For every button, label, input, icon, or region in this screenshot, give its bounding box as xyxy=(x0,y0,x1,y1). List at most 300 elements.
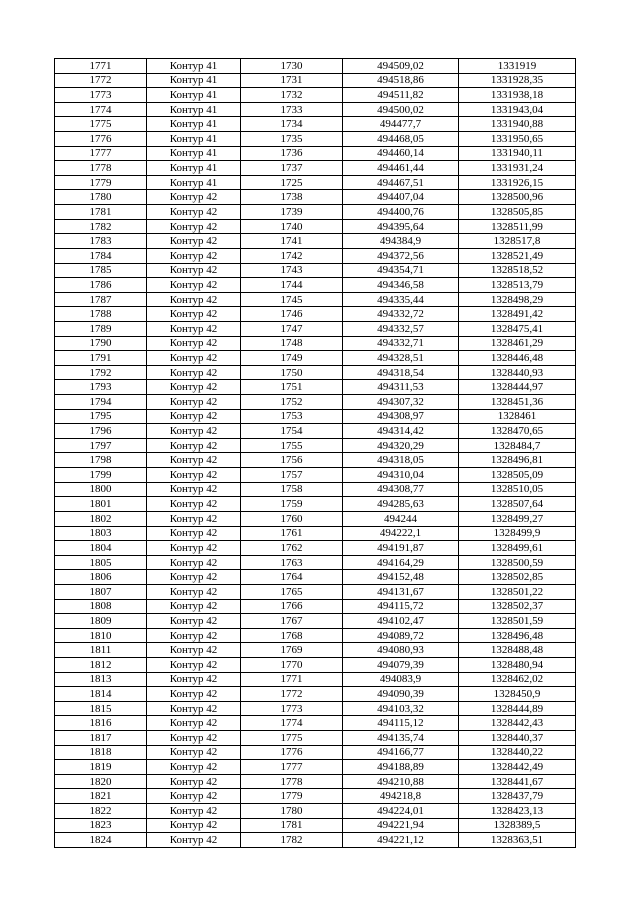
y-coordinate-cell: 1328440,93 xyxy=(459,365,576,380)
table-row xyxy=(55,424,576,439)
row-number-cell: 1794 xyxy=(55,395,147,410)
contour-name-cell: Контур 42 xyxy=(147,234,241,249)
point-number-cell: 1763 xyxy=(241,555,343,570)
point-number-cell: 1739 xyxy=(241,205,343,220)
table-row xyxy=(55,628,576,643)
x-coordinate-cell: 494395,64 xyxy=(343,219,459,234)
row-number-cell: 1781 xyxy=(55,205,147,220)
x-coordinate-cell: 494320,29 xyxy=(343,438,459,453)
coordinates-table xyxy=(54,58,576,848)
point-number-cell: 1749 xyxy=(241,351,343,366)
contour-name-cell: Контур 42 xyxy=(147,395,241,410)
point-number-cell: 1768 xyxy=(241,628,343,643)
row-number-cell: 1773 xyxy=(55,88,147,103)
y-coordinate-cell: 1328423,13 xyxy=(459,804,576,819)
row-number-cell: 1819 xyxy=(55,760,147,775)
x-coordinate-cell: 494152,48 xyxy=(343,570,459,585)
table-row xyxy=(55,672,576,687)
table-row xyxy=(55,263,576,278)
contour-name-cell: Контур 42 xyxy=(147,628,241,643)
table-row xyxy=(55,570,576,585)
y-coordinate-cell: 1328501,59 xyxy=(459,614,576,629)
row-number-cell: 1812 xyxy=(55,657,147,672)
point-number-cell: 1769 xyxy=(241,643,343,658)
table-row xyxy=(55,117,576,132)
row-number-cell: 1808 xyxy=(55,599,147,614)
y-coordinate-cell: 1328499,27 xyxy=(459,511,576,526)
row-number-cell: 1776 xyxy=(55,132,147,147)
table-row xyxy=(55,321,576,336)
row-number-cell: 1815 xyxy=(55,701,147,716)
y-coordinate-cell: 1328462,02 xyxy=(459,672,576,687)
point-number-cell: 1740 xyxy=(241,219,343,234)
table-row xyxy=(55,745,576,760)
table-row xyxy=(55,453,576,468)
table-row xyxy=(55,497,576,512)
x-coordinate-cell: 494079,39 xyxy=(343,657,459,672)
table-row xyxy=(55,278,576,293)
contour-name-cell: Контур 42 xyxy=(147,570,241,585)
point-number-cell: 1748 xyxy=(241,336,343,351)
point-number-cell: 1750 xyxy=(241,365,343,380)
point-number-cell: 1741 xyxy=(241,234,343,249)
table-row xyxy=(55,584,576,599)
point-number-cell: 1762 xyxy=(241,541,343,556)
y-coordinate-cell: 1328475,41 xyxy=(459,321,576,336)
point-number-cell: 1753 xyxy=(241,409,343,424)
table-row xyxy=(55,482,576,497)
contour-name-cell: Контур 42 xyxy=(147,643,241,658)
x-coordinate-cell: 494089,72 xyxy=(343,628,459,643)
y-coordinate-cell: 1328450,9 xyxy=(459,687,576,702)
y-coordinate-cell: 1328444,97 xyxy=(459,380,576,395)
contour-name-cell: Контур 42 xyxy=(147,657,241,672)
y-coordinate-cell: 1328513,79 xyxy=(459,278,576,293)
y-coordinate-cell: 1328470,65 xyxy=(459,424,576,439)
table-row xyxy=(55,219,576,234)
row-number-cell: 1784 xyxy=(55,248,147,263)
row-number-cell: 1786 xyxy=(55,278,147,293)
row-number-cell: 1813 xyxy=(55,672,147,687)
y-coordinate-cell: 1328480,94 xyxy=(459,657,576,672)
y-coordinate-cell: 1331950,65 xyxy=(459,132,576,147)
x-coordinate-cell: 494221,12 xyxy=(343,833,459,848)
contour-name-cell: Контур 42 xyxy=(147,380,241,395)
row-number-cell: 1793 xyxy=(55,380,147,395)
contour-name-cell: Контур 42 xyxy=(147,716,241,731)
row-number-cell: 1799 xyxy=(55,468,147,483)
point-number-cell: 1734 xyxy=(241,117,343,132)
x-coordinate-cell: 494115,12 xyxy=(343,716,459,731)
point-number-cell: 1760 xyxy=(241,511,343,526)
y-coordinate-cell: 1328389,5 xyxy=(459,818,576,833)
x-coordinate-cell: 494222,1 xyxy=(343,526,459,541)
row-number-cell: 1782 xyxy=(55,219,147,234)
point-number-cell: 1746 xyxy=(241,307,343,322)
contour-name-cell: Контур 41 xyxy=(147,175,241,190)
contour-name-cell: Контур 41 xyxy=(147,102,241,117)
point-number-cell: 1778 xyxy=(241,774,343,789)
y-coordinate-cell: 1328505,85 xyxy=(459,205,576,220)
contour-name-cell: Контур 42 xyxy=(147,745,241,760)
row-number-cell: 1785 xyxy=(55,263,147,278)
x-coordinate-cell: 494191,87 xyxy=(343,541,459,556)
x-coordinate-cell: 494372,56 xyxy=(343,248,459,263)
x-coordinate-cell: 494335,44 xyxy=(343,292,459,307)
x-coordinate-cell: 494103,32 xyxy=(343,701,459,716)
contour-name-cell: Контур 42 xyxy=(147,818,241,833)
y-coordinate-cell: 1328442,43 xyxy=(459,716,576,731)
point-number-cell: 1738 xyxy=(241,190,343,205)
y-coordinate-cell: 1328363,51 xyxy=(459,833,576,848)
table-row xyxy=(55,88,576,103)
y-coordinate-cell: 1328491,42 xyxy=(459,307,576,322)
point-number-cell: 1735 xyxy=(241,132,343,147)
table-row xyxy=(55,190,576,205)
y-coordinate-cell: 1328505,09 xyxy=(459,468,576,483)
row-number-cell: 1790 xyxy=(55,336,147,351)
table-row xyxy=(55,205,576,220)
x-coordinate-cell: 494307,32 xyxy=(343,395,459,410)
point-number-cell: 1752 xyxy=(241,395,343,410)
table-row xyxy=(55,351,576,366)
row-number-cell: 1777 xyxy=(55,146,147,161)
table-row xyxy=(55,760,576,775)
point-number-cell: 1770 xyxy=(241,657,343,672)
x-coordinate-cell: 494511,82 xyxy=(343,88,459,103)
point-number-cell: 1733 xyxy=(241,102,343,117)
contour-name-cell: Контур 42 xyxy=(147,190,241,205)
row-number-cell: 1804 xyxy=(55,541,147,556)
x-coordinate-cell: 494308,77 xyxy=(343,482,459,497)
row-number-cell: 1817 xyxy=(55,731,147,746)
point-number-cell: 1771 xyxy=(241,672,343,687)
point-number-cell: 1782 xyxy=(241,833,343,848)
table-row xyxy=(55,657,576,672)
contour-name-cell: Контур 42 xyxy=(147,687,241,702)
row-number-cell: 1818 xyxy=(55,745,147,760)
y-coordinate-cell: 1328499,9 xyxy=(459,526,576,541)
y-coordinate-cell: 1328496,48 xyxy=(459,628,576,643)
x-coordinate-cell: 494224,01 xyxy=(343,804,459,819)
table-row xyxy=(55,643,576,658)
table-row xyxy=(55,541,576,556)
point-number-cell: 1774 xyxy=(241,716,343,731)
row-number-cell: 1775 xyxy=(55,117,147,132)
x-coordinate-cell: 494332,72 xyxy=(343,307,459,322)
y-coordinate-cell: 1328500,59 xyxy=(459,555,576,570)
x-coordinate-cell: 494332,71 xyxy=(343,336,459,351)
row-number-cell: 1806 xyxy=(55,570,147,585)
contour-name-cell: Контур 42 xyxy=(147,774,241,789)
row-number-cell: 1822 xyxy=(55,804,147,819)
contour-name-cell: Контур 42 xyxy=(147,614,241,629)
y-coordinate-cell: 1328442,49 xyxy=(459,760,576,775)
y-coordinate-cell: 1331940,11 xyxy=(459,146,576,161)
x-coordinate-cell: 494244 xyxy=(343,511,459,526)
y-coordinate-cell: 1328510,05 xyxy=(459,482,576,497)
contour-name-cell: Контур 42 xyxy=(147,672,241,687)
x-coordinate-cell: 494461,44 xyxy=(343,161,459,176)
row-number-cell: 1780 xyxy=(55,190,147,205)
x-coordinate-cell: 494477,7 xyxy=(343,117,459,132)
row-number-cell: 1823 xyxy=(55,818,147,833)
x-coordinate-cell: 494314,42 xyxy=(343,424,459,439)
point-number-cell: 1781 xyxy=(241,818,343,833)
point-number-cell: 1742 xyxy=(241,248,343,263)
table-row xyxy=(55,599,576,614)
row-number-cell: 1789 xyxy=(55,321,147,336)
table-row xyxy=(55,526,576,541)
table-row xyxy=(55,731,576,746)
table-row xyxy=(55,804,576,819)
y-coordinate-cell: 1328518,52 xyxy=(459,263,576,278)
x-coordinate-cell: 494083,9 xyxy=(343,672,459,687)
row-number-cell: 1787 xyxy=(55,292,147,307)
table-row xyxy=(55,146,576,161)
contour-name-cell: Контур 41 xyxy=(147,59,241,74)
contour-name-cell: Контур 41 xyxy=(147,161,241,176)
y-coordinate-cell: 1328484,7 xyxy=(459,438,576,453)
table-row xyxy=(55,175,576,190)
x-coordinate-cell: 494311,53 xyxy=(343,380,459,395)
contour-name-cell: Контур 42 xyxy=(147,248,241,263)
contour-name-cell: Контур 42 xyxy=(147,789,241,804)
contour-name-cell: Контур 42 xyxy=(147,438,241,453)
y-coordinate-cell: 1328511,99 xyxy=(459,219,576,234)
point-number-cell: 1766 xyxy=(241,599,343,614)
x-coordinate-cell: 494407,04 xyxy=(343,190,459,205)
point-number-cell: 1745 xyxy=(241,292,343,307)
table-row xyxy=(55,336,576,351)
row-number-cell: 1796 xyxy=(55,424,147,439)
x-coordinate-cell: 494354,71 xyxy=(343,263,459,278)
contour-name-cell: Контур 42 xyxy=(147,307,241,322)
y-coordinate-cell: 1328451,36 xyxy=(459,395,576,410)
contour-name-cell: Контур 42 xyxy=(147,731,241,746)
table-row xyxy=(55,59,576,74)
point-number-cell: 1747 xyxy=(241,321,343,336)
point-number-cell: 1758 xyxy=(241,482,343,497)
y-coordinate-cell: 1328507,64 xyxy=(459,497,576,512)
x-coordinate-cell: 494131,67 xyxy=(343,584,459,599)
x-coordinate-cell: 494318,05 xyxy=(343,453,459,468)
y-coordinate-cell: 1331943,04 xyxy=(459,102,576,117)
table-row xyxy=(55,614,576,629)
table-row xyxy=(55,818,576,833)
contour-name-cell: Контур 42 xyxy=(147,555,241,570)
contour-name-cell: Контур 42 xyxy=(147,701,241,716)
y-coordinate-cell: 1331926,15 xyxy=(459,175,576,190)
x-coordinate-cell: 494467,51 xyxy=(343,175,459,190)
x-coordinate-cell: 494328,51 xyxy=(343,351,459,366)
contour-name-cell: Контур 42 xyxy=(147,219,241,234)
table-row xyxy=(55,438,576,453)
contour-name-cell: Контур 41 xyxy=(147,88,241,103)
point-number-cell: 1775 xyxy=(241,731,343,746)
contour-name-cell: Контур 41 xyxy=(147,132,241,147)
table-row xyxy=(55,234,576,249)
y-coordinate-cell: 1328500,96 xyxy=(459,190,576,205)
point-number-cell: 1761 xyxy=(241,526,343,541)
point-number-cell: 1743 xyxy=(241,263,343,278)
contour-name-cell: Контур 42 xyxy=(147,526,241,541)
point-number-cell: 1751 xyxy=(241,380,343,395)
contour-name-cell: Контур 42 xyxy=(147,511,241,526)
x-coordinate-cell: 494285,63 xyxy=(343,497,459,512)
y-coordinate-cell: 1328461 xyxy=(459,409,576,424)
contour-name-cell: Контур 42 xyxy=(147,292,241,307)
contour-name-cell: Контур 41 xyxy=(147,146,241,161)
y-coordinate-cell: 1328501,22 xyxy=(459,584,576,599)
x-coordinate-cell: 494468,05 xyxy=(343,132,459,147)
y-coordinate-cell: 1328502,85 xyxy=(459,570,576,585)
contour-name-cell: Контур 42 xyxy=(147,205,241,220)
y-coordinate-cell: 1328488,48 xyxy=(459,643,576,658)
x-coordinate-cell: 494115,72 xyxy=(343,599,459,614)
x-coordinate-cell: 494080,93 xyxy=(343,643,459,658)
x-coordinate-cell: 494518,86 xyxy=(343,73,459,88)
row-number-cell: 1783 xyxy=(55,234,147,249)
row-number-cell: 1774 xyxy=(55,102,147,117)
point-number-cell: 1725 xyxy=(241,175,343,190)
contour-name-cell: Контур 42 xyxy=(147,424,241,439)
point-number-cell: 1737 xyxy=(241,161,343,176)
row-number-cell: 1816 xyxy=(55,716,147,731)
row-number-cell: 1797 xyxy=(55,438,147,453)
y-coordinate-cell: 1331919 xyxy=(459,59,576,74)
row-number-cell: 1803 xyxy=(55,526,147,541)
table-row xyxy=(55,409,576,424)
table-row xyxy=(55,774,576,789)
x-coordinate-cell: 494308,97 xyxy=(343,409,459,424)
x-coordinate-cell: 494384,9 xyxy=(343,234,459,249)
point-number-cell: 1777 xyxy=(241,760,343,775)
y-coordinate-cell: 1328498,29 xyxy=(459,292,576,307)
contour-name-cell: Контур 42 xyxy=(147,278,241,293)
contour-name-cell: Контур 42 xyxy=(147,497,241,512)
point-number-cell: 1732 xyxy=(241,88,343,103)
table-row xyxy=(55,395,576,410)
contour-name-cell: Контур 42 xyxy=(147,760,241,775)
y-coordinate-cell: 1328440,22 xyxy=(459,745,576,760)
table-row xyxy=(55,307,576,322)
table-body xyxy=(55,59,576,848)
y-coordinate-cell: 1328446,48 xyxy=(459,351,576,366)
row-number-cell: 1802 xyxy=(55,511,147,526)
contour-name-cell: Контур 42 xyxy=(147,263,241,278)
row-number-cell: 1811 xyxy=(55,643,147,658)
y-coordinate-cell: 1328461,29 xyxy=(459,336,576,351)
y-coordinate-cell: 1328521,49 xyxy=(459,248,576,263)
point-number-cell: 1754 xyxy=(241,424,343,439)
row-number-cell: 1772 xyxy=(55,73,147,88)
y-coordinate-cell: 1331931,24 xyxy=(459,161,576,176)
y-coordinate-cell: 1331928,35 xyxy=(459,73,576,88)
table-row xyxy=(55,102,576,117)
point-number-cell: 1731 xyxy=(241,73,343,88)
contour-name-cell: Контур 42 xyxy=(147,541,241,556)
x-coordinate-cell: 494135,74 xyxy=(343,731,459,746)
y-coordinate-cell: 1328437,79 xyxy=(459,789,576,804)
table-row xyxy=(55,365,576,380)
contour-name-cell: Контур 42 xyxy=(147,599,241,614)
contour-name-cell: Контур 41 xyxy=(147,73,241,88)
point-number-cell: 1773 xyxy=(241,701,343,716)
row-number-cell: 1778 xyxy=(55,161,147,176)
point-number-cell: 1765 xyxy=(241,584,343,599)
point-number-cell: 1755 xyxy=(241,438,343,453)
row-number-cell: 1798 xyxy=(55,453,147,468)
y-coordinate-cell: 1328502,37 xyxy=(459,599,576,614)
x-coordinate-cell: 494310,04 xyxy=(343,468,459,483)
contour-name-cell: Контур 42 xyxy=(147,321,241,336)
x-coordinate-cell: 494332,57 xyxy=(343,321,459,336)
x-coordinate-cell: 494090,39 xyxy=(343,687,459,702)
y-coordinate-cell: 1328496,81 xyxy=(459,453,576,468)
row-number-cell: 1814 xyxy=(55,687,147,702)
row-number-cell: 1824 xyxy=(55,833,147,848)
row-number-cell: 1791 xyxy=(55,351,147,366)
table-row xyxy=(55,701,576,716)
table-row xyxy=(55,161,576,176)
point-number-cell: 1767 xyxy=(241,614,343,629)
contour-name-cell: Контур 42 xyxy=(147,453,241,468)
table-row xyxy=(55,73,576,88)
table-row xyxy=(55,833,576,848)
row-number-cell: 1788 xyxy=(55,307,147,322)
point-number-cell: 1776 xyxy=(241,745,343,760)
x-coordinate-cell: 494460,14 xyxy=(343,146,459,161)
y-coordinate-cell: 1328517,8 xyxy=(459,234,576,249)
row-number-cell: 1779 xyxy=(55,175,147,190)
table-row xyxy=(55,248,576,263)
contour-name-cell: Контур 42 xyxy=(147,468,241,483)
table-row xyxy=(55,789,576,804)
contour-name-cell: Контур 42 xyxy=(147,833,241,848)
table-row xyxy=(55,292,576,307)
contour-name-cell: Контур 41 xyxy=(147,117,241,132)
contour-name-cell: Контур 42 xyxy=(147,584,241,599)
row-number-cell: 1820 xyxy=(55,774,147,789)
point-number-cell: 1744 xyxy=(241,278,343,293)
y-coordinate-cell: 1328499,61 xyxy=(459,541,576,556)
x-coordinate-cell: 494509,02 xyxy=(343,59,459,74)
contour-name-cell: Контур 42 xyxy=(147,336,241,351)
row-number-cell: 1795 xyxy=(55,409,147,424)
point-number-cell: 1764 xyxy=(241,570,343,585)
x-coordinate-cell: 494164,29 xyxy=(343,555,459,570)
point-number-cell: 1757 xyxy=(241,468,343,483)
table-row xyxy=(55,716,576,731)
y-coordinate-cell: 1328440,37 xyxy=(459,731,576,746)
table-row xyxy=(55,132,576,147)
x-coordinate-cell: 494221,94 xyxy=(343,818,459,833)
contour-name-cell: Контур 42 xyxy=(147,409,241,424)
table-row xyxy=(55,380,576,395)
x-coordinate-cell: 494318,54 xyxy=(343,365,459,380)
row-number-cell: 1805 xyxy=(55,555,147,570)
row-number-cell: 1810 xyxy=(55,628,147,643)
point-number-cell: 1736 xyxy=(241,146,343,161)
y-coordinate-cell: 1331940,88 xyxy=(459,117,576,132)
contour-name-cell: Контур 42 xyxy=(147,804,241,819)
x-coordinate-cell: 494218,8 xyxy=(343,789,459,804)
row-number-cell: 1771 xyxy=(55,59,147,74)
point-number-cell: 1759 xyxy=(241,497,343,512)
row-number-cell: 1809 xyxy=(55,614,147,629)
point-number-cell: 1772 xyxy=(241,687,343,702)
